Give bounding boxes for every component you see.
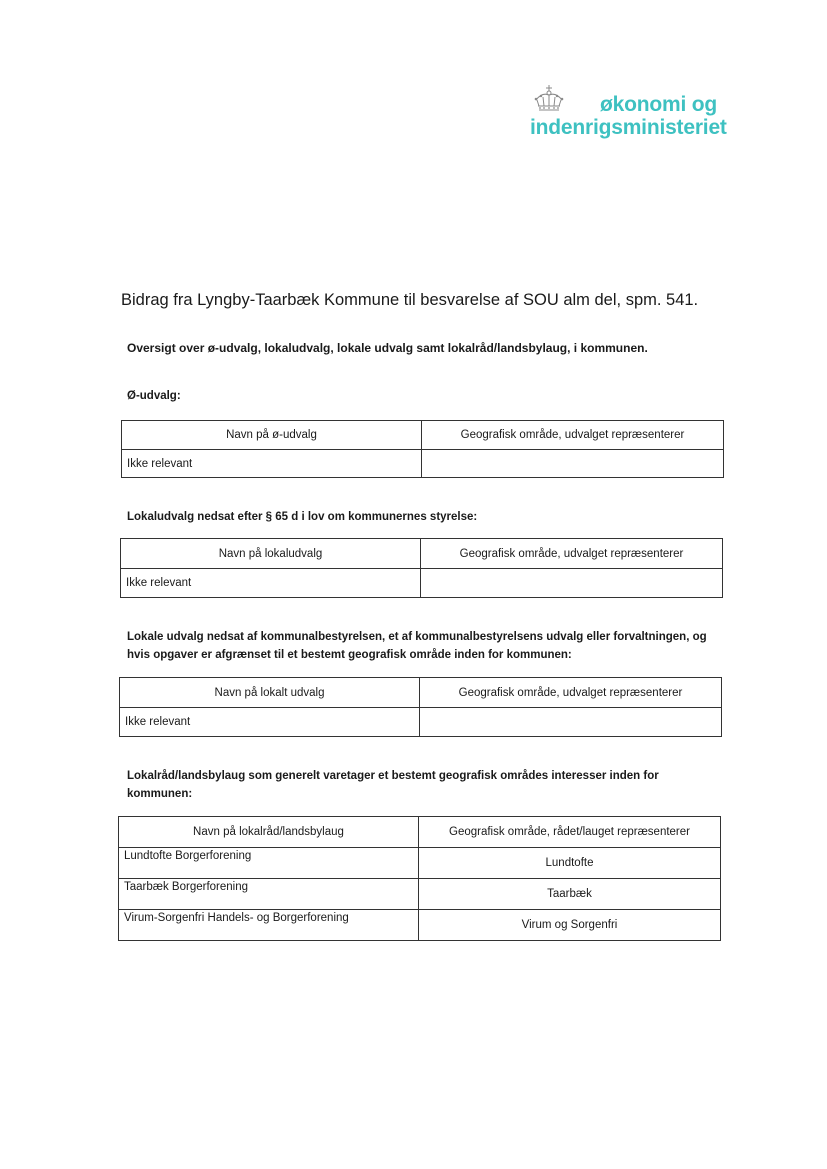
table-lokalraad [118,816,721,941]
table-header-row [121,539,723,569]
table-cell: Taarbæk Borgerforening [119,879,419,910]
section-heading-oe-udvalg: Ø-udvalg: [127,390,181,402]
table-row [119,910,721,941]
table-cell: Ikke relevant [121,569,421,598]
column-header: Geografisk område, udvalget repræsenterer [422,421,724,450]
table-row [122,450,724,478]
table-cell: Taarbæk [419,879,721,910]
table-header-row [120,678,722,708]
table-cell: Ikke relevant [122,450,422,478]
table-cell: Lundtofte Borgerforening [119,848,419,879]
table-row [119,879,721,910]
document-title: Bidrag fra Lyngby-Taarbæk Kommune til besvarelse af SOU alm del, spm. 541. [121,291,699,309]
table-row [121,569,723,598]
column-header: Geografisk område, rådet/lauget repræsenterer [419,817,721,848]
column-header: Geografisk område, udvalget repræsenterer [420,678,722,708]
ministry-logo [530,84,730,144]
table-cell [422,450,724,478]
table-row [120,708,722,737]
table-cell [420,708,722,737]
column-header: Navn på ø-udvalg [122,421,422,450]
logo-line-2: indenrigsministeriet [530,116,727,139]
table-lokale-udvalg [119,677,722,737]
column-header: Geografisk område, udvalget repræsenterer [421,539,723,569]
table-cell: Lundtofte [419,848,721,879]
section-heading-lokale-udvalg: Lokale udvalg nedsat af kommunalbestyrelsen, et af kommunalbestyrelsens udvalg eller forvaltningen, og hvis opgaver er afgrænset til et bestemt geografisk område inden for kommunen: [127,631,707,661]
column-header: Navn på lokalråd/landsbylaug [119,817,419,848]
table-header-row [119,817,721,848]
column-header: Navn på lokaludvalg [121,539,421,569]
section-heading-lokaludvalg: Lokaludvalg nedsat efter § 65 d i lov om kommunernes styrelse: [127,511,478,523]
table-oe-udvalg [121,420,724,478]
section-heading-lokalraad: Lokalråd/landsbylaug som generelt varetager et bestemt geografisk områdes interesser inden for kommunen: [127,770,659,800]
column-header: Navn på lokalt udvalg [120,678,420,708]
logo-line-1: økonomi og [600,93,717,116]
table-row [119,848,721,879]
table-cell: Virum og Sorgenfri [419,910,721,941]
table-cell: Ikke relevant [120,708,420,737]
table-cell [421,569,723,598]
crown-icon [532,84,566,114]
table-lokaludvalg [120,538,723,598]
table-cell: Virum-Sorgenfri Handels- og Borgerforening [119,910,419,941]
table-header-row [122,421,724,450]
document-subtitle: Oversigt over ø-udvalg, lokaludvalg, lokale udvalg samt lokalråd/landsbylaug, i kommunen. [127,341,648,355]
